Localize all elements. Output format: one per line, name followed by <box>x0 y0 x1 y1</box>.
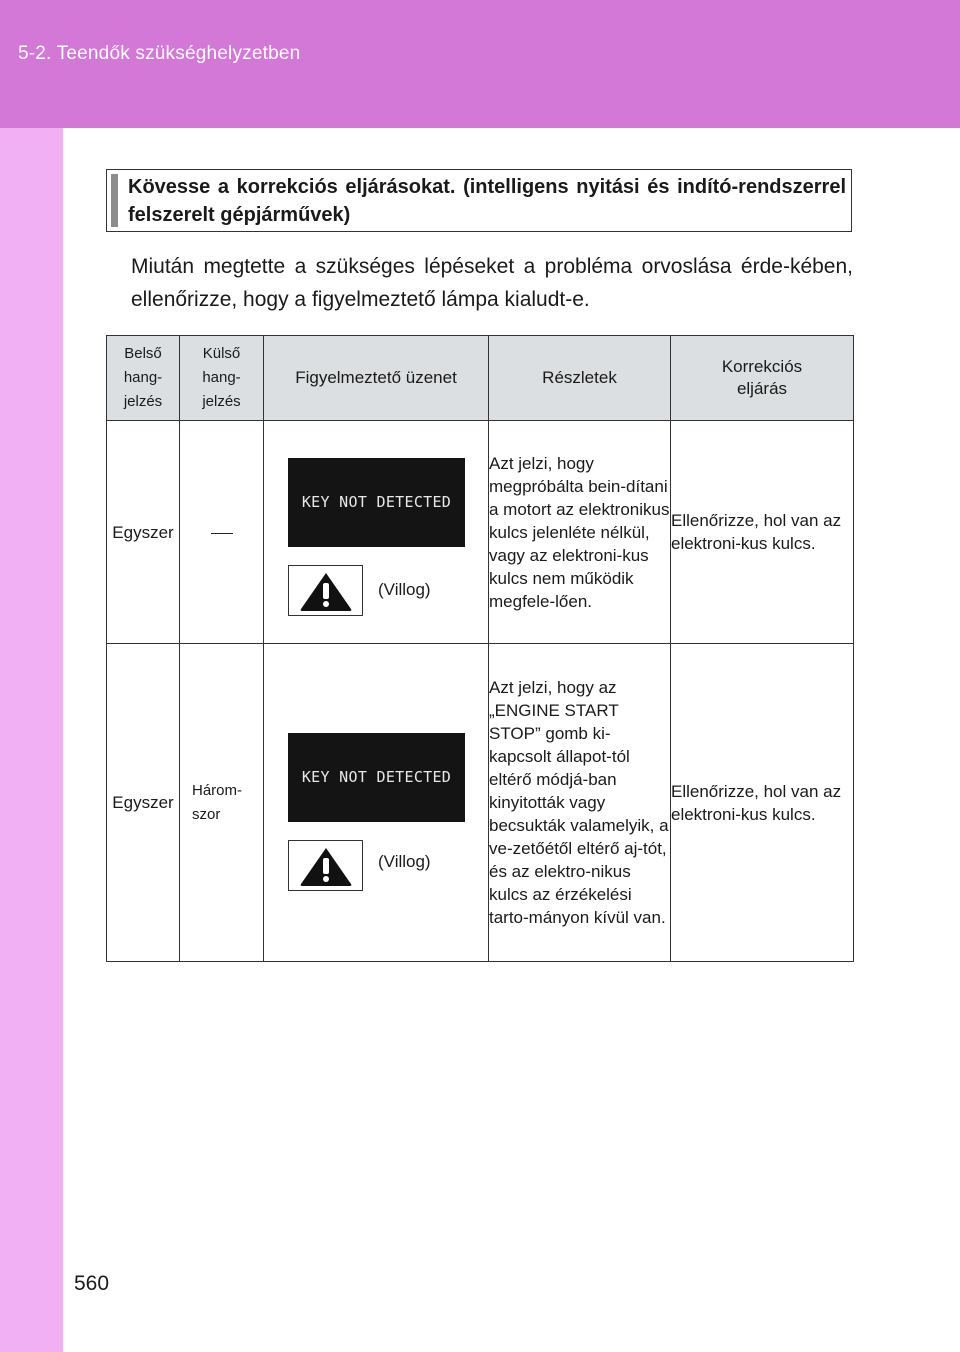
procedure-heading-box <box>106 169 852 232</box>
side-band <box>0 128 63 1352</box>
dash-mark <box>211 533 233 534</box>
row2-internal-buzzer: Egyszer <box>107 644 180 962</box>
heading-accent-bar <box>111 174 118 227</box>
display-screen: KEY NOT DETECTED <box>288 733 465 822</box>
header-correction: Korrekciós eljárás <box>671 336 854 421</box>
table-row <box>107 421 854 644</box>
header-details: Részletek <box>489 336 671 421</box>
row2-details: Azt jelzi, hogy az „ENGINE START STOP” gomb ki-kapcsolt állapot-tól eltérő módjá-ban kinyitották vagy becsukták valamelyik, a ve-zetőétől eltérő aj-tót, és az elektro-nikus kulcs az érzékelési tarto-mányon kívül van. <box>489 644 671 962</box>
row1-warning-message <box>264 421 489 644</box>
section-header: 5-2. Teendők szükséghelyzetben <box>18 43 301 64</box>
warning-triangle-icon <box>288 840 363 891</box>
row2-warning-message <box>264 644 489 962</box>
warning-table <box>106 335 854 962</box>
intro-paragraph: Miután megtette a szükséges lépéseket a probléma orvoslása érde-kében, ellenőrizze, hogy a figyelmeztető lámpa kialudt-e. <box>131 255 853 311</box>
header-internal-buzzer: Belső hang- jelzés <box>107 336 180 421</box>
blink-label: (Villog) <box>378 852 431 871</box>
table-header-row <box>107 336 854 421</box>
page-number: 560 <box>74 1272 110 1295</box>
procedure-heading: Kövesse a korrekciós eljárásokat. (intelligens nyitási és indító-rendszerrel felszerelt gépjárművek) <box>128 176 846 226</box>
display-screen: KEY NOT DETECTED <box>288 458 465 547</box>
row1-details: Azt jelzi, hogy megpróbálta bein-dítani a motort az elektronikus kulcs jelenléte nélkül, vagy az elektroni-kus kulcs nem működik megfele-lően. <box>489 421 671 644</box>
header-warning-message: Figyelmeztető üzenet <box>264 336 489 421</box>
table-row <box>107 644 854 962</box>
warning-triangle-icon <box>288 565 363 616</box>
row1-internal-buzzer: Egyszer <box>107 421 180 644</box>
row2-external-buzzer: Három- szor <box>180 644 264 962</box>
header-external-buzzer: Külső hang- jelzés <box>180 336 264 421</box>
row1-external-buzzer <box>180 421 264 644</box>
row1-correction: Ellenőrizze, hol van az elektroni-kus kulcs. <box>671 421 854 644</box>
blink-label: (Villog) <box>378 580 431 599</box>
row2-correction: Ellenőrizze, hol van az elektroni-kus kulcs. <box>671 644 854 962</box>
